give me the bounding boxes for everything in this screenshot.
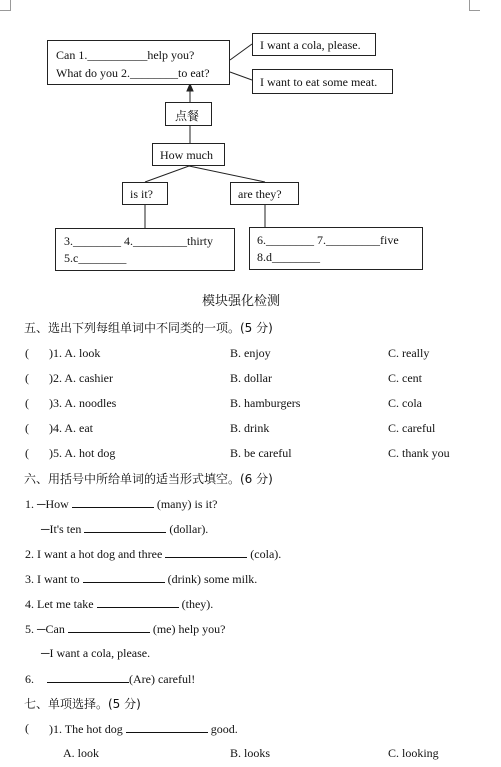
q1b-blank[interactable] [84, 521, 166, 533]
part6-q4 [25, 596, 213, 612]
part6-heading: 六、用括号中所给单词的适当形式填空。(6 分) [24, 472, 273, 486]
q2-text: 2. I want a hot dog and three [25, 547, 163, 561]
option-b: B. be careful [230, 446, 292, 460]
option-a: )3. A. noodles [49, 396, 117, 410]
q2-hint: (cola). [250, 547, 282, 561]
q1-text: 1. ─How [25, 497, 69, 511]
answer-paren[interactable]: ( [25, 721, 29, 735]
q3-blank[interactable] [83, 571, 165, 583]
option-c: C. really [388, 346, 430, 360]
q6-hint: (Are) careful! [129, 672, 196, 686]
part5-heading: 五、选出下列每组单词中不同类的一项。(5 分) [24, 321, 273, 335]
answer-paren[interactable]: ( [25, 421, 29, 435]
q1-hint: (many) is it? [156, 497, 218, 511]
answer-2-text: I want to eat some meat. [260, 75, 378, 89]
p7-option-b: B. looks [230, 746, 271, 760]
p7-q1-blank[interactable] [126, 721, 208, 733]
option-a: )2. A. cashier [49, 371, 113, 385]
q5-hint: (me) help you? [152, 622, 226, 636]
price-right-row-2: 8.d________ [257, 250, 320, 264]
part6-q5 [25, 621, 225, 637]
answer-paren[interactable]: ( [25, 346, 29, 360]
answer-box-1 [252, 33, 376, 56]
question-line-1: Can 1.__________help you? [56, 48, 195, 62]
q2-blank[interactable] [165, 546, 247, 558]
q4-text: 4. Let me take [25, 597, 94, 611]
answer-paren[interactable]: ( [25, 371, 29, 385]
q6-blank[interactable] [47, 671, 129, 683]
how-much-box [152, 143, 225, 166]
p7-q1-end: good. [210, 722, 238, 736]
section-title: 模块强化检测 [202, 294, 281, 309]
option-c: C. cola [388, 396, 422, 410]
q5-blank[interactable] [68, 621, 150, 633]
is-it-label: is it? [130, 187, 153, 201]
q4-blank[interactable] [97, 596, 179, 608]
option-a: )5. A. hot dog [49, 446, 116, 460]
p7-q1-text: )1. The hot dog [49, 722, 123, 736]
part6-q6 [25, 671, 195, 687]
part6-q2 [25, 546, 281, 562]
q1b-hint: (dollar). [169, 522, 209, 536]
q1-blank[interactable] [72, 496, 154, 508]
part6-q1-answer [41, 521, 208, 537]
p7-option-c: C. looking [388, 746, 439, 760]
answer-paren[interactable]: ( [25, 396, 29, 410]
part6-q3 [25, 571, 257, 587]
option-a: )1. A. look [49, 346, 101, 360]
how-much-label: How much [160, 148, 213, 162]
answer-box-2 [252, 69, 393, 94]
order-label: 点餐 [175, 109, 200, 123]
question-box [47, 40, 230, 85]
order-box [165, 102, 212, 126]
option-c: C. careful [388, 421, 436, 435]
price-box-right [249, 227, 423, 270]
are-they-label: are they? [238, 187, 282, 201]
part6-q1 [25, 496, 218, 512]
p7-option-a: A. look [63, 746, 99, 760]
are-they-box [230, 182, 299, 205]
question-line-2: What do you 2.________to eat? [56, 66, 210, 80]
option-a: )4. A. eat [49, 421, 93, 435]
q4-hint: (they). [181, 597, 214, 611]
is-it-box [122, 182, 168, 205]
q3-text: 3. I want to [25, 572, 80, 586]
option-b: B. dollar [230, 371, 272, 385]
q5-text: 5. ─Can [25, 622, 65, 636]
option-c: C. thank you [388, 446, 450, 460]
price-left-row-1: 3.________ 4._________thirty [64, 234, 213, 248]
q1b-text: ─It's ten [41, 522, 82, 536]
q3-hint: (drink) some milk. [167, 572, 258, 586]
answer-paren[interactable]: ( [25, 446, 29, 460]
part6-q5-answer: ─I want a cola, please. [41, 646, 151, 660]
part7-q1 [49, 721, 238, 737]
option-b: B. enjoy [230, 346, 271, 360]
price-box-left [55, 228, 235, 271]
option-b: B. hamburgers [230, 396, 301, 410]
option-b: B. drink [230, 421, 270, 435]
option-c: C. cent [388, 371, 422, 385]
price-left-row-2: 5.c________ [64, 251, 127, 265]
price-right-row-1: 6.________ 7._________five [257, 233, 399, 247]
q6-text: 6. [25, 672, 34, 686]
part7-heading: 七、单项选择。(5 分) [24, 697, 141, 711]
answer-1-text: I want a cola, please. [260, 38, 361, 52]
